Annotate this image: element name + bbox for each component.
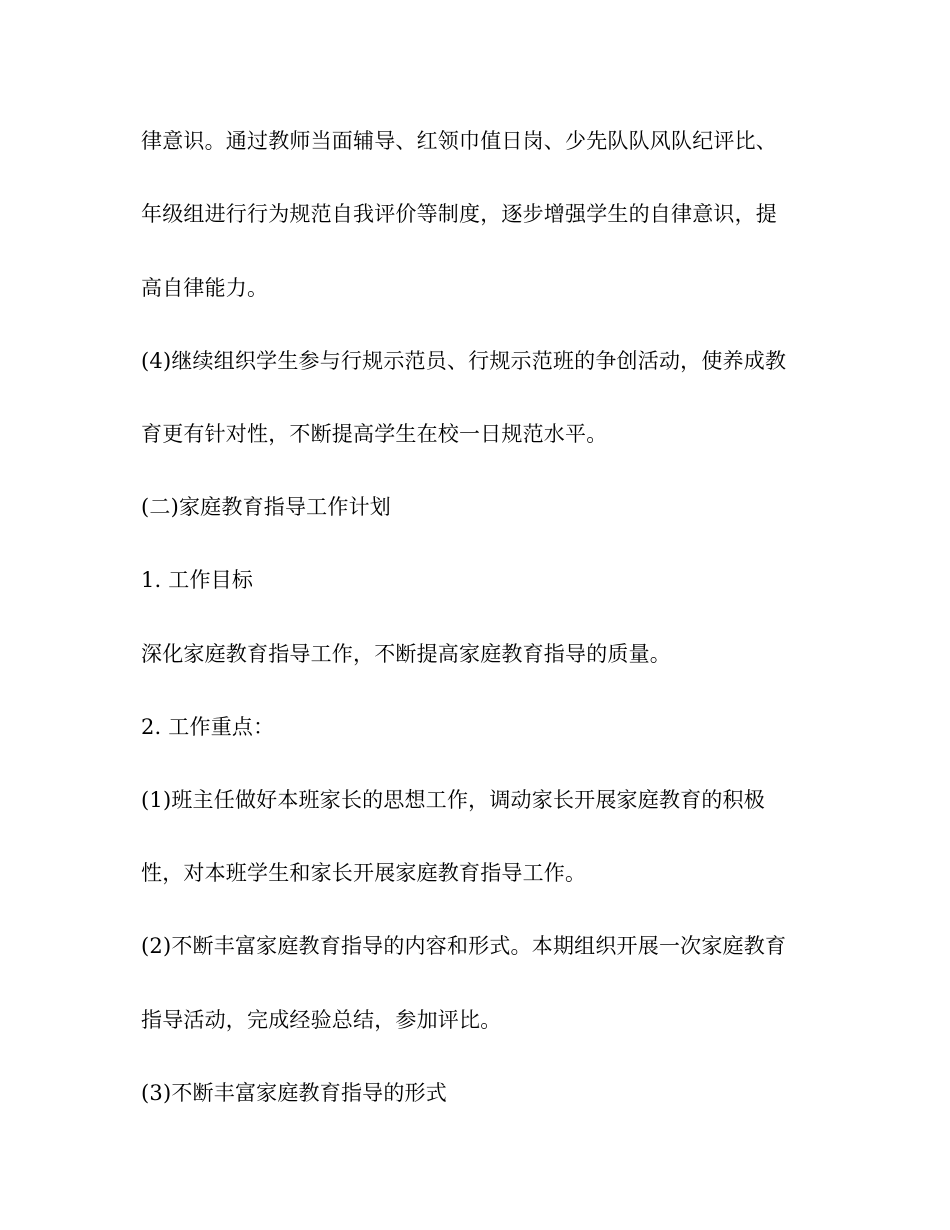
text-line: 育更有针对性，不断提高学生在校一日规范水平。 — [141, 422, 608, 446]
text-line: 指导活动，完成经验总结，参加评比。 — [141, 1008, 502, 1032]
text-line: (4)继续组织学生参与行规示范员、行规示范班的争创活动，使养成教 — [141, 349, 787, 373]
text-line: (1)班主任做好本班家长的思想工作，调动家长开展家庭教育的积极 — [141, 788, 765, 812]
text-line: 年级组进行行为规范自我评价等制度，逐步增强学生的自律意识，提 — [141, 202, 777, 226]
text-line: (2)不断丰富家庭教育指导的内容和形式。本期组织开展一次家庭教育 — [141, 934, 787, 958]
text-line: 律意识。通过教师当面辅导、红领巾值日岗、少先队队风队纪评比、 — [141, 129, 777, 153]
section-heading: (二)家庭教育指导工作计划 — [141, 495, 391, 519]
subsection-heading: 1. 工作目标 — [141, 568, 254, 592]
subsection-heading: 2. 工作重点： — [141, 715, 275, 739]
text-line: 性，对本班学生和家长开展家庭教育指导工作。 — [141, 861, 587, 885]
text-line: 深化家庭教育指导工作，不断提高家庭教育指导的质量。 — [141, 642, 671, 666]
text-line: (3)不断丰富家庭教育指导的形式 — [141, 1081, 447, 1105]
text-line: 高自律能力。 — [141, 276, 269, 300]
